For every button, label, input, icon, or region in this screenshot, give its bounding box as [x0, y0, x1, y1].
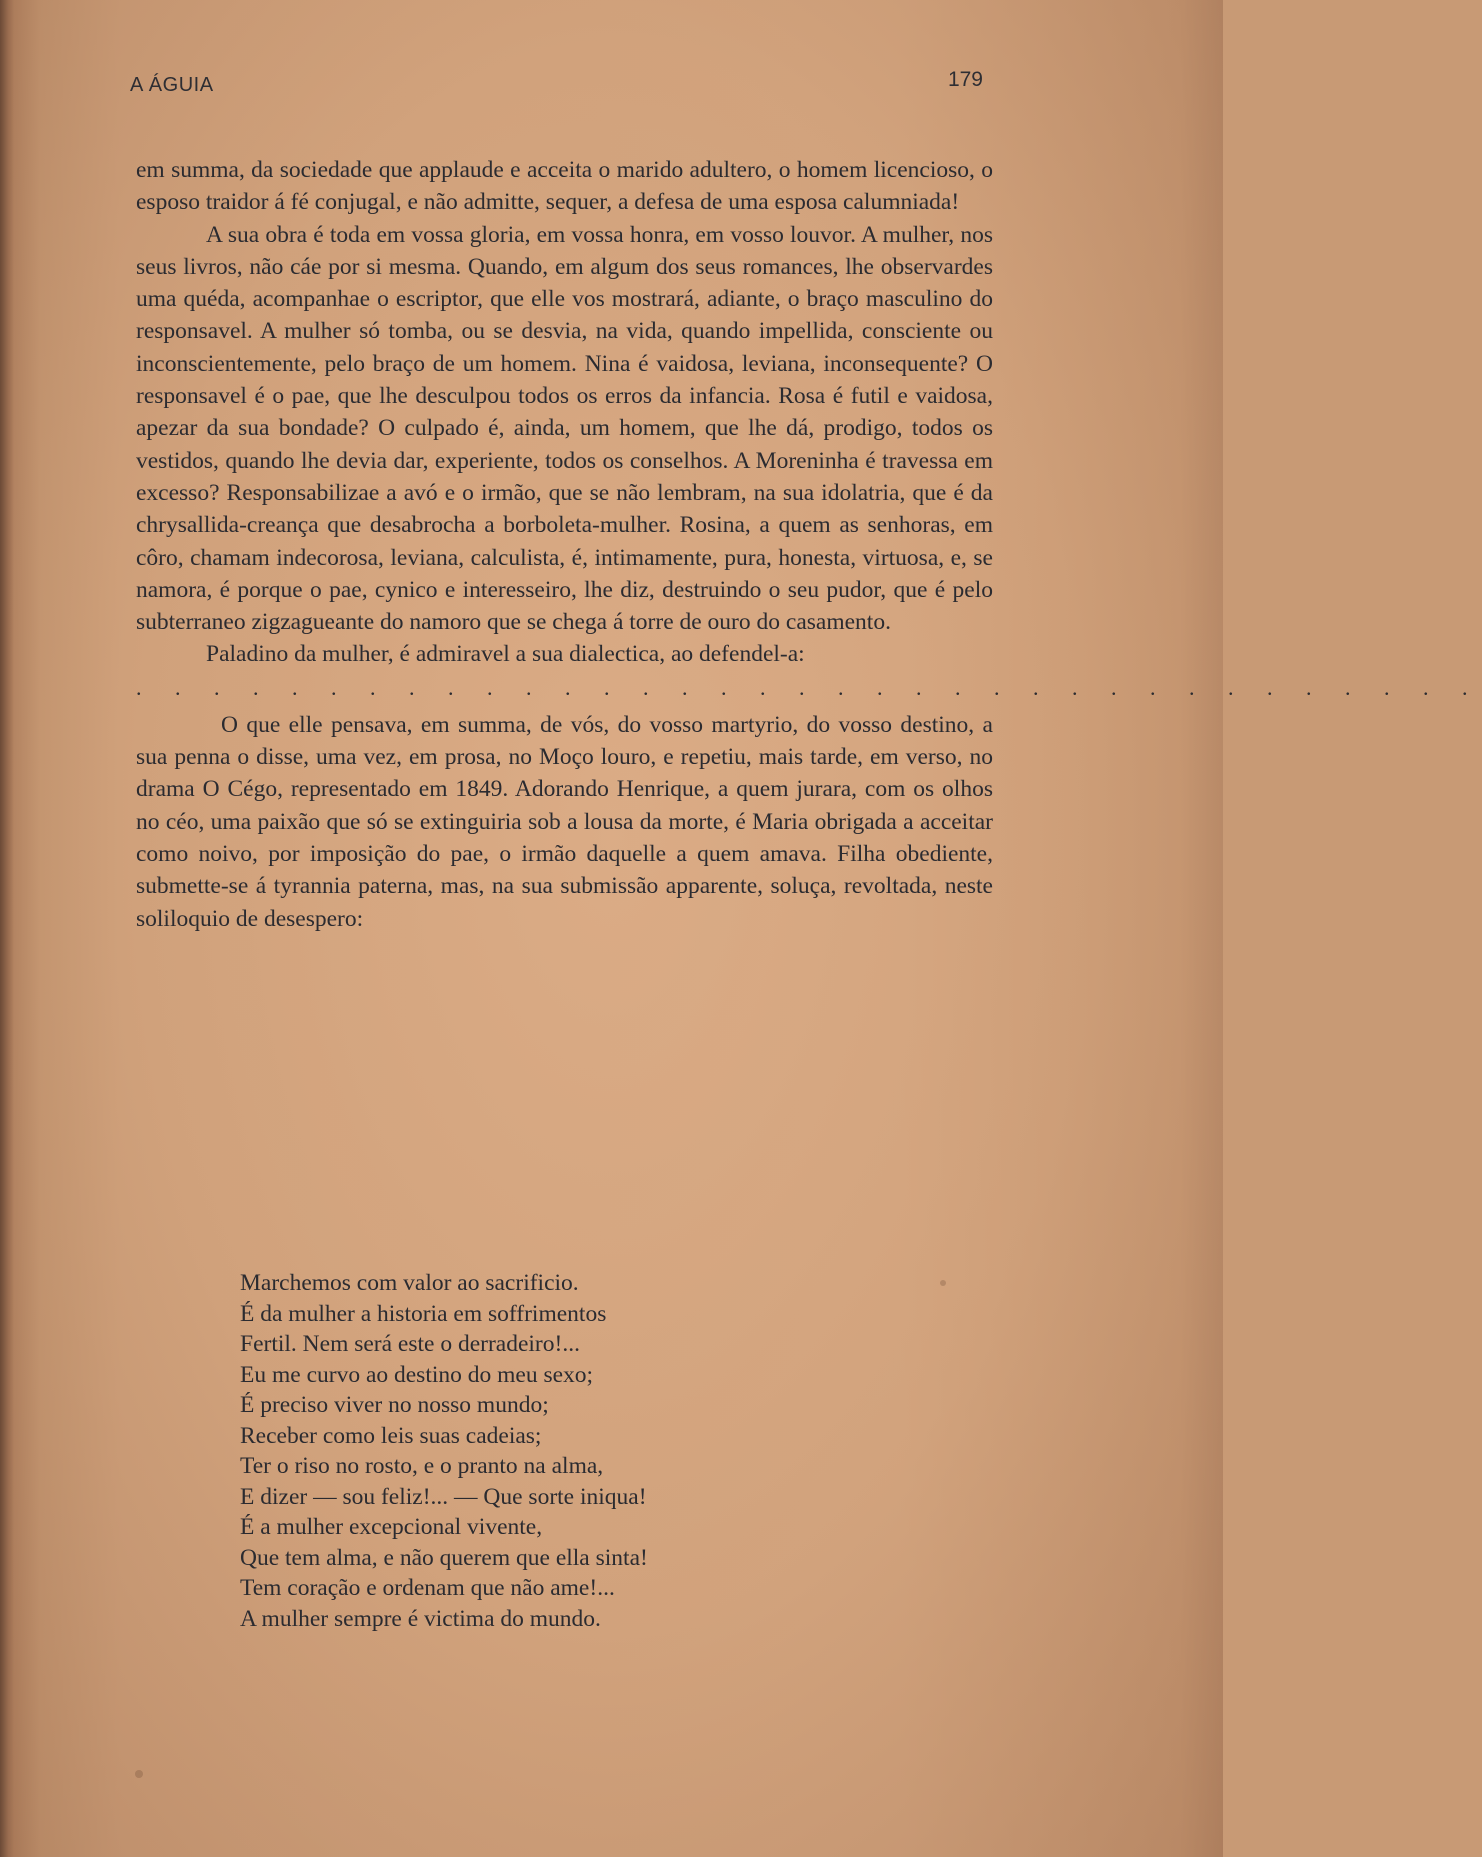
poem-line: A mulher sempre é victima do mundo.: [240, 1605, 601, 1632]
running-head: A ÁGUIA: [130, 74, 214, 96]
poem-line: E dizer — sou feliz!... — Que sorte iniqua!: [240, 1483, 647, 1510]
poem-line: Eu me curvo ao destino do meu sexo;: [240, 1361, 594, 1388]
poem-line: Que tem alma, e não querem que ella sinta!: [240, 1544, 648, 1571]
page-header: [130, 68, 983, 104]
page-edge-shadow: [0, 0, 14, 1857]
paragraph-1: em summa, da sociedade que applaude e acceita o marido adultero, o homem licencioso, o esposo traidor á fé conjugal, e não admitte, sequer, a defesa de uma esposa calumniada!: [136, 157, 993, 216]
poem-line: É preciso viver no nosso mundo;: [240, 1392, 549, 1418]
poem-line: É da mulher a historia em soffrimentos: [240, 1300, 607, 1327]
paper-spot: [135, 1770, 143, 1778]
poem-line: Fertil. Nem será este o derradeiro!...: [240, 1331, 580, 1357]
poem-line: Marchemos com valor ao sacrificio.: [240, 1270, 579, 1296]
body-text: [136, 154, 1482, 935]
poem-line: Tem coração e ordenam que não ame!...: [240, 1575, 615, 1601]
ellipsis-row: . . . . . . . . . . . . . . . . . . . . . . . . . . . . . . . . . . .: [136, 674, 1482, 700]
poem-line: Ter o riso no rosto, e o pranto na alma,: [240, 1453, 604, 1479]
paragraph-4: O que elle pensava, em summa, de vós, do vosso martyrio, do vosso destino, a sua penna o disse, uma vez, em prosa, no Moço louro, e repetiu, mais tarde, em verso, no drama O Cégo, representado em 1849. Adorando Henrique, a quem jurara, com os olhos no céo, uma paixão que só se extinguiria sob a lousa da morte, é Maria obrigada a acceitar como noivo, por imposição do pae, o irmão daquelle a quem amava. Filha obediente, submette-se á tyrannia paterna, mas, na sua submissão apparente, soluça, revoltada, neste soliloquio de desespero:: [136, 711, 993, 932]
poem-line: Receber como leis suas cadeias;: [240, 1422, 542, 1449]
poem-line: É a mulher excepcional vivente,: [240, 1514, 543, 1540]
paper-spot: [940, 1280, 946, 1286]
paragraph-2: A sua obra é toda em vossa gloria, em vossa honra, em vosso louvor. A mulher, nos seus livros, não cáe por si mesma. Quando, em algum dos seus romances, lhe observardes uma quéda, acompanhae o escriptor, que elle vos mostrará, adiante, o braço masculino do responsavel. A mulher só tomba, ou se desvia, na vida, quando impellida, consciente ou inconscientemente, pelo braço de um homem. Nina é vaidosa, leviana, inconsequente? O responsavel é o pae, que lhe desculpou todos os erros da infancia. Rosa é futil e vaidosa, apezar da sua bondade? O culpado é, ainda, um homem, que lhe dá, prodigo, todos os vestidos, quando lhe devia dar, experiente, todos os conselhos. A Moreninha é travessa em excesso? Responsabilizae a avó e o irmão, que se não lembram, na sua idolatria, que é da chrysallida-creança que desabrocha a borboleta-mulher. Rosina, a quem as senhoras, em côro, chamam indecorosa, leviana, calculista, é, intimamente, pura, honesta, virtuosa, e, se namora, é porque o pae, cynico e interesseiro, lhe diz, destruindo o seu pudor, que é pelo subterraneo zigzagueante do namoro que se chega á torre de ouro do casamento.: [136, 221, 993, 636]
paragraph-3: Paladino da mulher, é admiravel a sua dialectica, ao defendel-a:: [206, 641, 805, 668]
poem: [240, 1268, 880, 1634]
page-number: 179: [947, 68, 983, 91]
